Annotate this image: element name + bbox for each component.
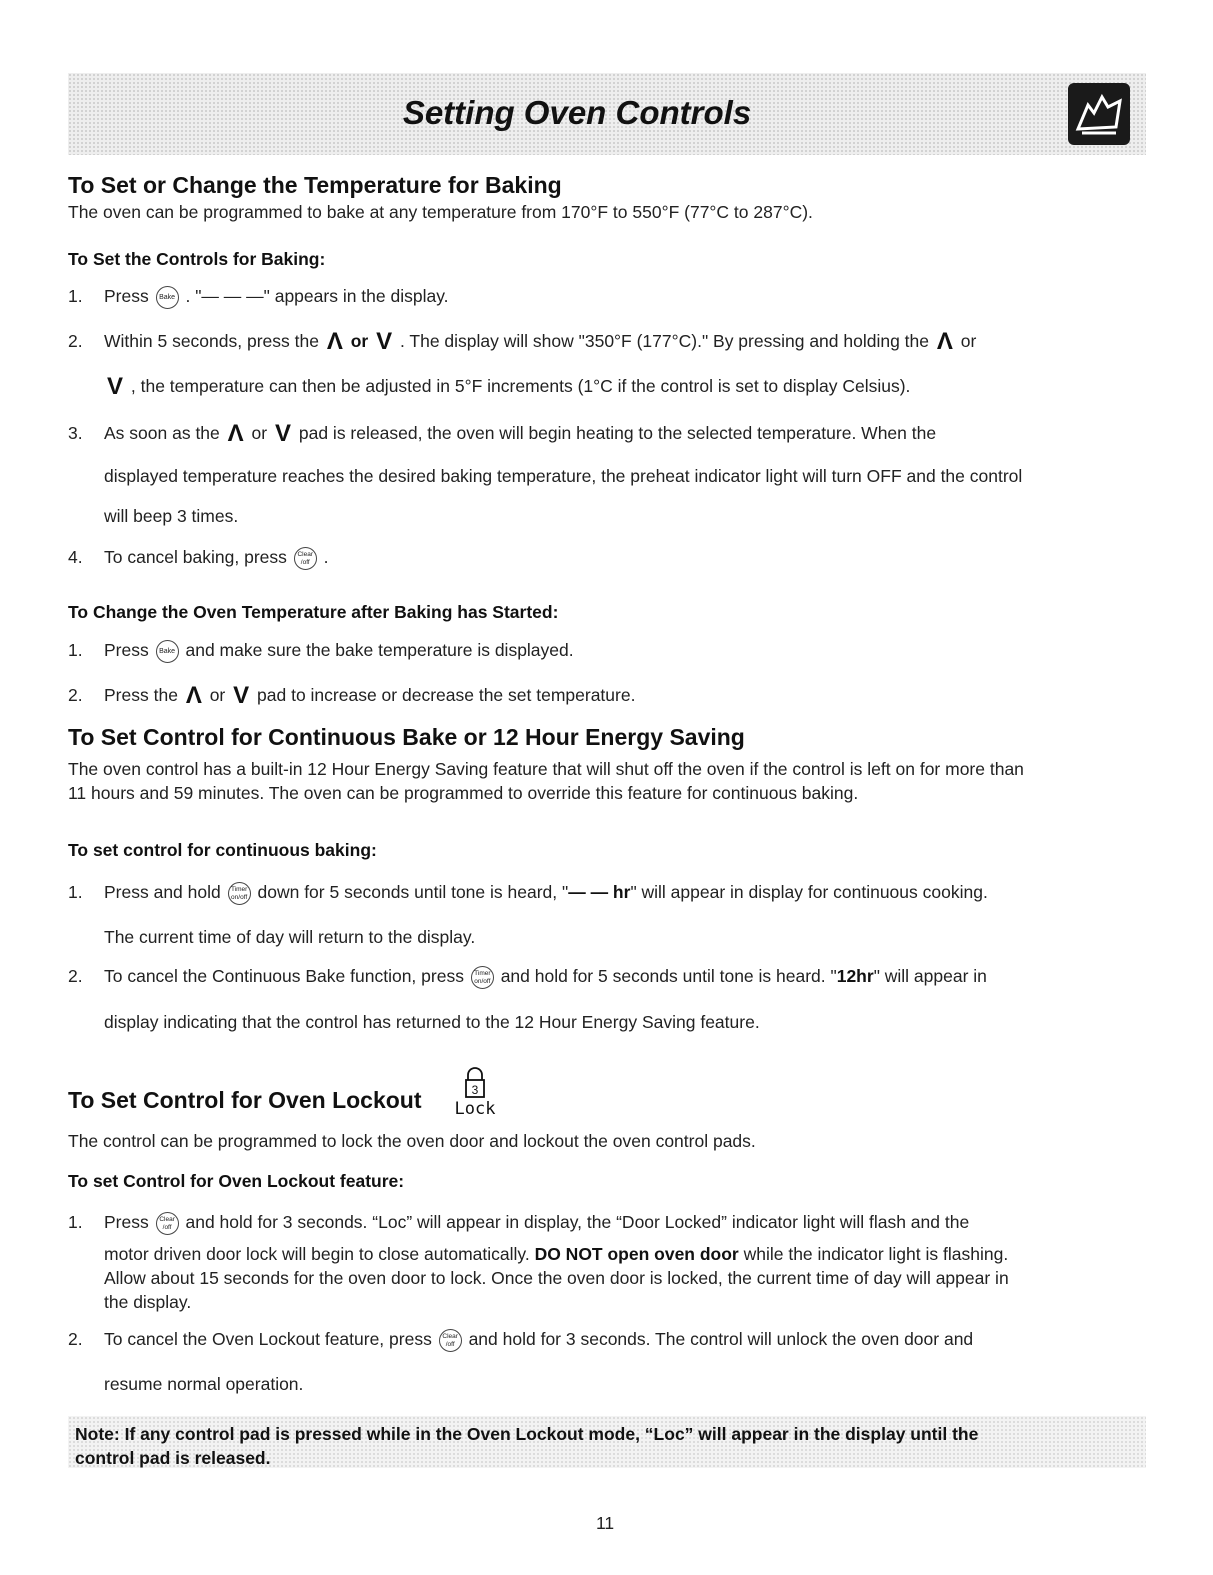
step-text-part: Press bbox=[104, 640, 149, 660]
subheading-change-temp: To Change the Oven Temperature after Baking has Started: bbox=[68, 602, 559, 622]
subheading-set-baking: To Set the Controls for Baking: bbox=[68, 249, 326, 269]
step-text-part: . The display will show "350°F (177°C)." By pressing and holding the bbox=[400, 331, 930, 351]
step-text-part: pad to increase or decrease the set temperature. bbox=[257, 685, 636, 705]
step-text bbox=[104, 328, 977, 356]
step-text-part: motor driven door lock will begin to close automatically. bbox=[104, 1244, 535, 1264]
pad-label: Clear bbox=[297, 550, 314, 558]
note-text bbox=[75, 1422, 978, 1470]
pad-label: /off bbox=[300, 558, 310, 566]
step-text-part: and make sure the bake temperature is displayed. bbox=[185, 640, 574, 660]
step-text: displayed temperature reaches the desired baking temperature, the preheat indicator light will turn OFF and the control bbox=[104, 466, 1023, 486]
step-number: 2. bbox=[68, 966, 83, 986]
up-arrow-icon: Λ bbox=[936, 328, 953, 356]
step-text-part: or bbox=[350, 331, 369, 351]
step-text-part: . bbox=[323, 547, 329, 567]
step-text-part: To cancel the Continuous Bake function, press bbox=[104, 966, 464, 986]
step-number: 1. bbox=[68, 640, 83, 660]
up-arrow-icon: Λ bbox=[326, 328, 343, 356]
step-text: the display. bbox=[104, 1292, 192, 1312]
step-text-part: and hold for 3 seconds. “Loc” will appear in display, the “Door Locked” indicator light will flash and the bbox=[185, 1212, 970, 1232]
section-title-lockout: To Set Control for Oven Lockout bbox=[68, 1087, 422, 1113]
section-title-continuous-bake: To Set Control for Continuous Bake or 12 Hour Energy Saving bbox=[68, 724, 745, 750]
step-text-part: or bbox=[251, 423, 268, 443]
pad-label: Clear bbox=[442, 1332, 458, 1340]
bake-pad-icon: Bake bbox=[156, 640, 179, 663]
page-number: 11 bbox=[596, 1513, 615, 1533]
section-title-baking: To Set or Change the Temperature for Baking bbox=[68, 172, 562, 198]
note-box bbox=[68, 1416, 1146, 1468]
lock-number: 3 bbox=[471, 1083, 479, 1097]
lockout-intro: The control can be programmed to lock the oven door and lockout the oven control pads. bbox=[68, 1131, 756, 1151]
step-text bbox=[104, 373, 911, 401]
step-text-part: As soon as the bbox=[104, 423, 220, 443]
pad-label: Clear bbox=[159, 1215, 175, 1223]
step-text bbox=[104, 638, 574, 663]
step-text-part: To cancel the Oven Lockout feature, press bbox=[104, 1329, 432, 1349]
step-number: 1. bbox=[68, 286, 83, 306]
step-number: 2. bbox=[68, 1329, 83, 1349]
step-text-part: down for 5 seconds until tone is heard, " bbox=[257, 882, 569, 902]
step-text-part: , the temperature can then be adjusted in 5°F increments (1°C if the control is set to display Celsius). bbox=[130, 376, 911, 396]
down-arrow-icon: V bbox=[107, 373, 124, 401]
step-text bbox=[104, 1327, 973, 1352]
header-banner bbox=[68, 73, 1146, 155]
step-text: Allow about 15 seconds for the oven door to lock. Once the oven door is locked, the current time of day will appear in bbox=[104, 1268, 1009, 1288]
pad-label: Timer bbox=[474, 969, 491, 977]
step-number: 2. bbox=[68, 331, 83, 351]
step-text-part: To cancel baking, press bbox=[104, 547, 287, 567]
step-text bbox=[104, 284, 449, 309]
step-number: 2. bbox=[68, 685, 83, 705]
step-text: resume normal operation. bbox=[104, 1374, 304, 1394]
pad-label: Timer bbox=[230, 885, 248, 893]
step-text-bold: DO NOT open oven door bbox=[534, 1244, 739, 1264]
baking-intro: The oven can be programmed to bake at any temperature from 170°F to 550°F (77°C to 287°C). bbox=[68, 202, 813, 222]
step-text bbox=[104, 1242, 1008, 1266]
continuous-intro-line: The oven control has a built-in 12 Hour Energy Saving feature that will shut off the oven if the control is left on for more than bbox=[68, 759, 1024, 779]
step-text-part: or bbox=[209, 685, 226, 705]
step-text-part: or bbox=[960, 331, 977, 351]
down-arrow-icon: V bbox=[376, 328, 393, 356]
step-text-part: . "— — —" appears in the display. bbox=[185, 286, 449, 306]
step-text-part: Press the bbox=[104, 685, 178, 705]
up-arrow-icon: Λ bbox=[185, 682, 202, 710]
oven-hands-icon bbox=[1068, 83, 1130, 145]
down-arrow-icon: V bbox=[233, 682, 250, 710]
step-text bbox=[104, 880, 988, 905]
step-text-part: Press bbox=[104, 286, 149, 306]
step-text-part: Press bbox=[104, 1212, 149, 1232]
bake-pad-icon: Bake bbox=[156, 286, 179, 309]
down-arrow-icon: V bbox=[274, 420, 291, 448]
step-text-bold: — — hr bbox=[568, 882, 631, 902]
step-number: 1. bbox=[68, 882, 83, 902]
step-text-part: pad is released, the oven will begin heating to the selected temperature. When the bbox=[298, 423, 937, 443]
step-text bbox=[104, 420, 937, 448]
step-text-part: while the indicator light is flashing. bbox=[738, 1244, 1009, 1264]
up-arrow-icon: Λ bbox=[227, 420, 244, 448]
step-text: display indicating that the control has returned to the 12 Hour Energy Saving feature. bbox=[104, 1012, 760, 1032]
lock-pad-icon bbox=[450, 1066, 500, 1126]
step-text-bold: 12hr bbox=[836, 966, 874, 986]
pad-label: /off bbox=[162, 1223, 172, 1231]
note-line: control pad is released. bbox=[75, 1448, 271, 1468]
step-text: will beep 3 times. bbox=[104, 506, 239, 526]
continuous-intro-line: 11 hours and 59 minutes. The oven can be programmed to override this feature for continuous baking. bbox=[68, 783, 859, 803]
note-line: Note: If any control pad is pressed while in the Oven Lockout mode, “Loc” will appear in the display until the bbox=[75, 1424, 979, 1444]
step-text bbox=[104, 964, 987, 989]
step-text bbox=[104, 545, 329, 570]
subheading-lockout: To set Control for Oven Lockout feature: bbox=[68, 1171, 405, 1191]
clear-off-pad-icon bbox=[156, 1212, 179, 1235]
step-text-part: Press and hold bbox=[104, 882, 221, 902]
step-text-part: and hold for 3 seconds. The control will unlock the oven door and bbox=[468, 1329, 974, 1349]
step-number: 4. bbox=[68, 547, 83, 567]
step-text-part: " will appear in display for continuous cooking. bbox=[630, 882, 988, 902]
timer-pad-icon bbox=[228, 882, 251, 905]
pad-label: /off bbox=[445, 1340, 455, 1348]
timer-pad-icon bbox=[471, 966, 494, 989]
step-text-part: and hold for 5 seconds until tone is heard. " bbox=[500, 966, 837, 986]
step-text-part: " will appear in bbox=[873, 966, 987, 986]
step-number: 3. bbox=[68, 423, 83, 443]
subheading-continuous: To set control for continuous baking: bbox=[68, 840, 377, 860]
pad-label: on/off bbox=[231, 893, 248, 901]
pad-label: on/off bbox=[474, 977, 491, 985]
step-text: The current time of day will return to the display. bbox=[104, 927, 476, 947]
clear-off-pad-icon bbox=[294, 547, 317, 570]
step-number: 1. bbox=[68, 1212, 83, 1232]
step-text bbox=[104, 1210, 969, 1235]
clear-off-pad-icon bbox=[439, 1329, 462, 1352]
step-text-part: Within 5 seconds, press the bbox=[104, 331, 319, 351]
page-title: Setting Oven Controls bbox=[402, 94, 752, 131]
step-text bbox=[104, 682, 636, 710]
lock-label: Lock bbox=[454, 1099, 496, 1119]
